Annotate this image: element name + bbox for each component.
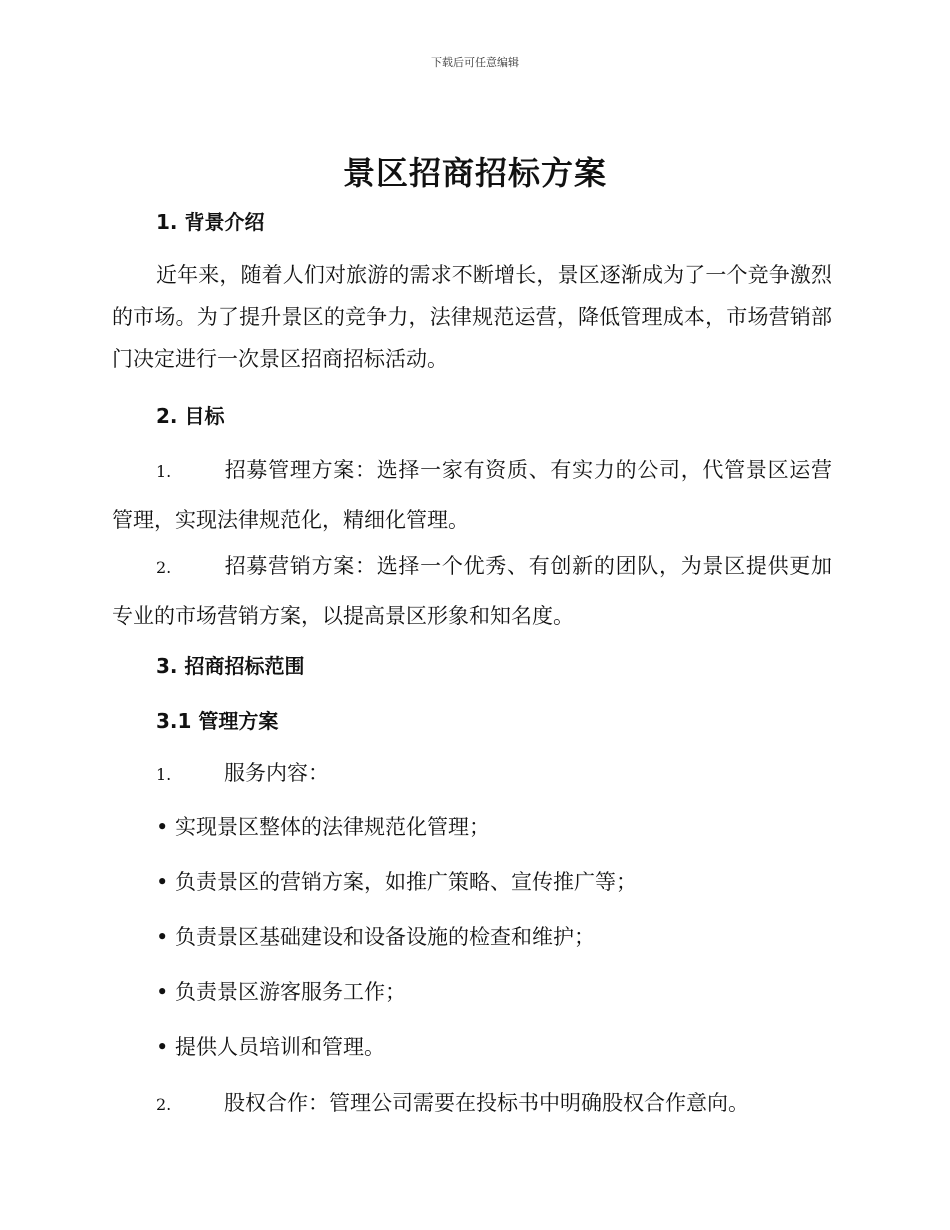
list-number: 1. xyxy=(156,765,172,784)
scope-item-text: 股权合作：管理公司需要在投标书中明确股权合作意向。 xyxy=(224,1091,749,1115)
bullet-item: • 负责景区游客服务工作； xyxy=(156,980,407,1004)
document-title: 景区招商招标方案 xyxy=(342,154,607,192)
page-header-note: 下载后可任意编辑 xyxy=(431,56,519,69)
scope-item-text: 服务内容： xyxy=(224,761,329,785)
list-number: 2. xyxy=(156,1095,172,1114)
goal-item-2 xyxy=(112,542,832,640)
scope-item-1 xyxy=(112,749,832,799)
section-heading-scope: 3. 招商招标范围 xyxy=(156,654,305,678)
scope-item-2 xyxy=(112,1079,832,1129)
goal-item-text: 招募管理方案：选择一家有资质、有实力的公司，代管景区运营管理，实现法律规范化，精细化管理。 xyxy=(112,458,832,532)
sub-heading-management-plan: 3.1 管理方案 xyxy=(156,709,279,733)
bullet-item: • 提供人员培训和管理。 xyxy=(156,1035,386,1059)
bullet-item: • 实现景区整体的法律规范化管理； xyxy=(156,815,491,839)
bullet-item: • 负责景区的营销方案，如推广策略、宣传推广等； xyxy=(156,870,638,894)
bullet-item: • 负责景区基础建设和设备设施的检查和维护； xyxy=(156,925,596,949)
section-heading-goals: 2. 目标 xyxy=(156,404,225,428)
list-number: 1. xyxy=(156,462,172,481)
goal-item-1 xyxy=(112,446,832,544)
list-number: 2. xyxy=(156,558,172,577)
section-heading-background: 1. 背景介绍 xyxy=(156,210,265,234)
goal-item-text: 招募营销方案：选择一个优秀、有创新的团队，为景区提供更加专业的市场营销方案，以提高景区形象和知名度。 xyxy=(112,554,832,628)
background-paragraph: 近年来，随着人们对旅游的需求不断增长，景区逐渐成为了一个竞争激烈的市场。为了提升景区的竞争力，法律规范运营，降低管理成本，市场营销部门决定进行一次景区招商招标活动。 xyxy=(112,263,832,371)
